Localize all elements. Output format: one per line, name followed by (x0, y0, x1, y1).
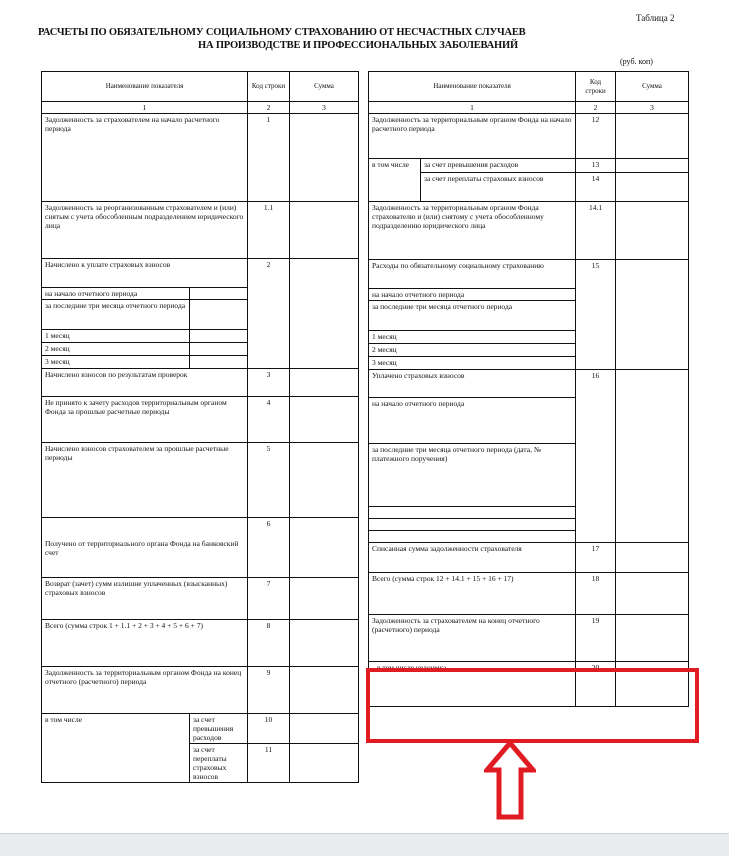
row-sublabel[interactable] (369, 507, 576, 519)
table-row (42, 397, 359, 443)
table-row (42, 259, 359, 288)
row-sublabel: на начало отчетного периода (369, 289, 576, 301)
sum-cell[interactable] (616, 159, 689, 173)
row-code: 19 (576, 615, 616, 662)
row-code: 1.1 (248, 202, 290, 259)
row-label: Возврат (зачет) сумм излишне уплаченных (взысканных) страховых взносов (42, 578, 248, 620)
sum-cell[interactable] (290, 578, 359, 620)
table-row (42, 72, 359, 102)
row-code: 12 (576, 114, 616, 159)
row-code: 13 (576, 159, 616, 173)
table-row (42, 620, 359, 667)
sum-cell[interactable] (290, 518, 359, 578)
row-sublabel: за последние три месяца отчетного периода (дата, № платежного поручения) (369, 444, 576, 507)
row-sublabel: на начало отчетного периода (369, 398, 576, 444)
row-label: Задолженность за реорганизованным страхователем и (или) снятым с учета обособленным подразделением юридического лица (42, 202, 248, 259)
table-row (42, 102, 359, 114)
row-code: 14.1 (576, 202, 616, 260)
row-code: 11 (248, 744, 290, 783)
sum-cell[interactable] (616, 543, 689, 573)
title-line-1: РАСЧЕТЫ ПО ОБЯЗАТЕЛЬНОМУ СОЦИАЛЬНОМУ СТРАХОВАНИЮ ОТ НЕСЧАСТНЫХ СЛУЧАЕВ (38, 27, 526, 38)
row-label: Всего (сумма строк 12 + 14.1 + 15 + 16 + 17) (369, 573, 576, 615)
row-label: в том числе (369, 159, 421, 202)
table-row (369, 159, 689, 173)
col-number: 1 (369, 102, 576, 114)
row-sublabel: 3 месяц (42, 356, 190, 369)
units-label: (руб. коп) (620, 57, 653, 66)
table-row (42, 202, 359, 259)
col-number: 2 (248, 102, 290, 114)
row-label: Уплачено страховых взносов (369, 370, 576, 398)
row-code: 7 (248, 578, 290, 620)
row-sublabel: за счет переплаты страховых взносов (190, 744, 248, 783)
header-sum: Сумма (616, 72, 689, 102)
row-sublabel[interactable] (369, 531, 576, 543)
row-label: Задолженность за территориальным органом Фонда страхователю и (или) снятому с учета обособленному подразделению юридического лица (369, 202, 576, 260)
row-sublabel: 1 месяц (369, 331, 576, 344)
sum-cell[interactable] (290, 443, 359, 518)
sum-cell[interactable] (290, 369, 359, 397)
row-sublabel: 2 месяц (369, 344, 576, 357)
right-table (368, 71, 689, 707)
row-code: 10 (248, 714, 290, 744)
row-label: Задолженность за страхователем на конец отчетного (расчетного) периода (369, 615, 576, 662)
col-number: 1 (42, 102, 248, 114)
row-label: Задолженность за территориальным органом Фонда на конец отчетного (расчетного) периода (42, 667, 248, 714)
row-sublabel[interactable] (369, 519, 576, 531)
table-row (369, 615, 689, 662)
sub-cell[interactable] (190, 356, 248, 369)
row-code: 14 (576, 173, 616, 202)
sum-cell[interactable] (290, 259, 359, 369)
row-code: 9 (248, 667, 290, 714)
row-code: 6 (248, 518, 290, 578)
header-code: Код строки (248, 72, 290, 102)
row-label: Списанная сумма задолженности страхователя (369, 543, 576, 573)
sum-cell[interactable] (616, 615, 689, 662)
header-name: Наименование показателя (369, 72, 576, 102)
bottom-bar (0, 833, 729, 856)
row-label: Получено от территориального органа Фонда на банковский счет (42, 518, 248, 578)
row-code: 20 (576, 662, 616, 707)
row-label: Начислено взносов по результатам проверок (42, 369, 248, 397)
row-label: Начислено к уплате страховых взносов (42, 259, 248, 288)
table-row (369, 102, 689, 114)
sum-cell[interactable] (616, 260, 689, 370)
row-code: 8 (248, 620, 290, 667)
row-code: 5 (248, 443, 290, 518)
sum-cell[interactable] (290, 114, 359, 202)
sum-cell[interactable] (616, 114, 689, 159)
row-sublabel: 2 месяц (42, 343, 190, 356)
sum-cell[interactable] (290, 397, 359, 443)
row-label: Не принято к зачету расходов территориальным органом Фонда за прошлые расчетные периоды (42, 397, 248, 443)
sub-cell[interactable] (190, 288, 248, 300)
row-sublabel: за счет превышения расходов (421, 159, 576, 173)
row-code: 1 (248, 114, 290, 202)
row-label: Всего (сумма строк 1 + 1.1 + 2 + 3 + 4 + 5 + 6 + 7) (42, 620, 248, 667)
left-table (41, 71, 359, 783)
row-code: 4 (248, 397, 290, 443)
sub-cell[interactable] (190, 300, 248, 330)
row-sublabel: за счет превышения расходов (190, 714, 248, 744)
table-row (369, 114, 689, 159)
sum-cell[interactable] (290, 744, 359, 783)
sum-cell[interactable] (616, 370, 689, 543)
row-sublabel: за последние три месяца отчетного периода (369, 301, 576, 331)
table-row (42, 518, 359, 578)
sum-cell[interactable] (290, 714, 359, 744)
sub-cell[interactable] (190, 343, 248, 356)
row-code: 3 (248, 369, 290, 397)
col-number: 3 (616, 102, 689, 114)
row-label: Расходы по обязательному социальному страхованию (369, 260, 576, 289)
row-sublabel: на начало отчетного периода (42, 288, 190, 300)
row-label: Начислено взносов страхователем за прошлые расчетные периоды (42, 443, 248, 518)
table-number: Таблица 2 (636, 13, 675, 23)
col-number: 3 (290, 102, 359, 114)
sum-cell[interactable] (290, 620, 359, 667)
up-arrow-icon (484, 740, 536, 820)
table-row (369, 543, 689, 573)
sub-cell[interactable] (190, 330, 248, 343)
table-row (369, 260, 689, 289)
table-row (369, 370, 689, 398)
sum-cell[interactable] (616, 573, 689, 615)
table-row (42, 578, 359, 620)
table-row (369, 72, 689, 102)
title-line-2: НА ПРОИЗВОДСТВЕ И ПРОФЕССИОНАЛЬНЫХ ЗАБОЛЕВАНИЙ (198, 40, 518, 51)
table-row (369, 573, 689, 615)
row-sublabel: за счет переплаты страховых взносов (421, 173, 576, 202)
table-row (42, 714, 359, 744)
table-row (42, 114, 359, 202)
header-sum: Сумма (290, 72, 359, 102)
row-sublabel: 3 месяц (369, 357, 576, 370)
sum-cell[interactable] (616, 202, 689, 260)
row-sublabel: за последние три месяца отчетного периода (42, 300, 190, 330)
table-row (369, 202, 689, 260)
table-row (42, 667, 359, 714)
row-code: 16 (576, 370, 616, 543)
row-code: 15 (576, 260, 616, 370)
row-code: 2 (248, 259, 290, 369)
row-label: в том числе недоимка (369, 662, 576, 707)
sum-cell[interactable] (290, 202, 359, 259)
header-name: Наименование показателя (42, 72, 248, 102)
row-label: Задолженность за страхователем на начало расчетного периода (42, 114, 248, 202)
row-label: Задолженность за территориальным органом Фонда на начало расчетного периода (369, 114, 576, 159)
row-label: в том числе (42, 714, 190, 783)
highlight-box (366, 668, 699, 743)
table-row (42, 369, 359, 397)
row-code: 18 (576, 573, 616, 615)
row-sublabel: 1 месяц (42, 330, 190, 343)
sum-cell[interactable] (290, 667, 359, 714)
col-number: 2 (576, 102, 616, 114)
table-row (42, 443, 359, 518)
sum-cell[interactable] (616, 173, 689, 202)
row-code: 17 (576, 543, 616, 573)
document-title (38, 26, 678, 52)
header-code: Код строки (576, 72, 616, 102)
